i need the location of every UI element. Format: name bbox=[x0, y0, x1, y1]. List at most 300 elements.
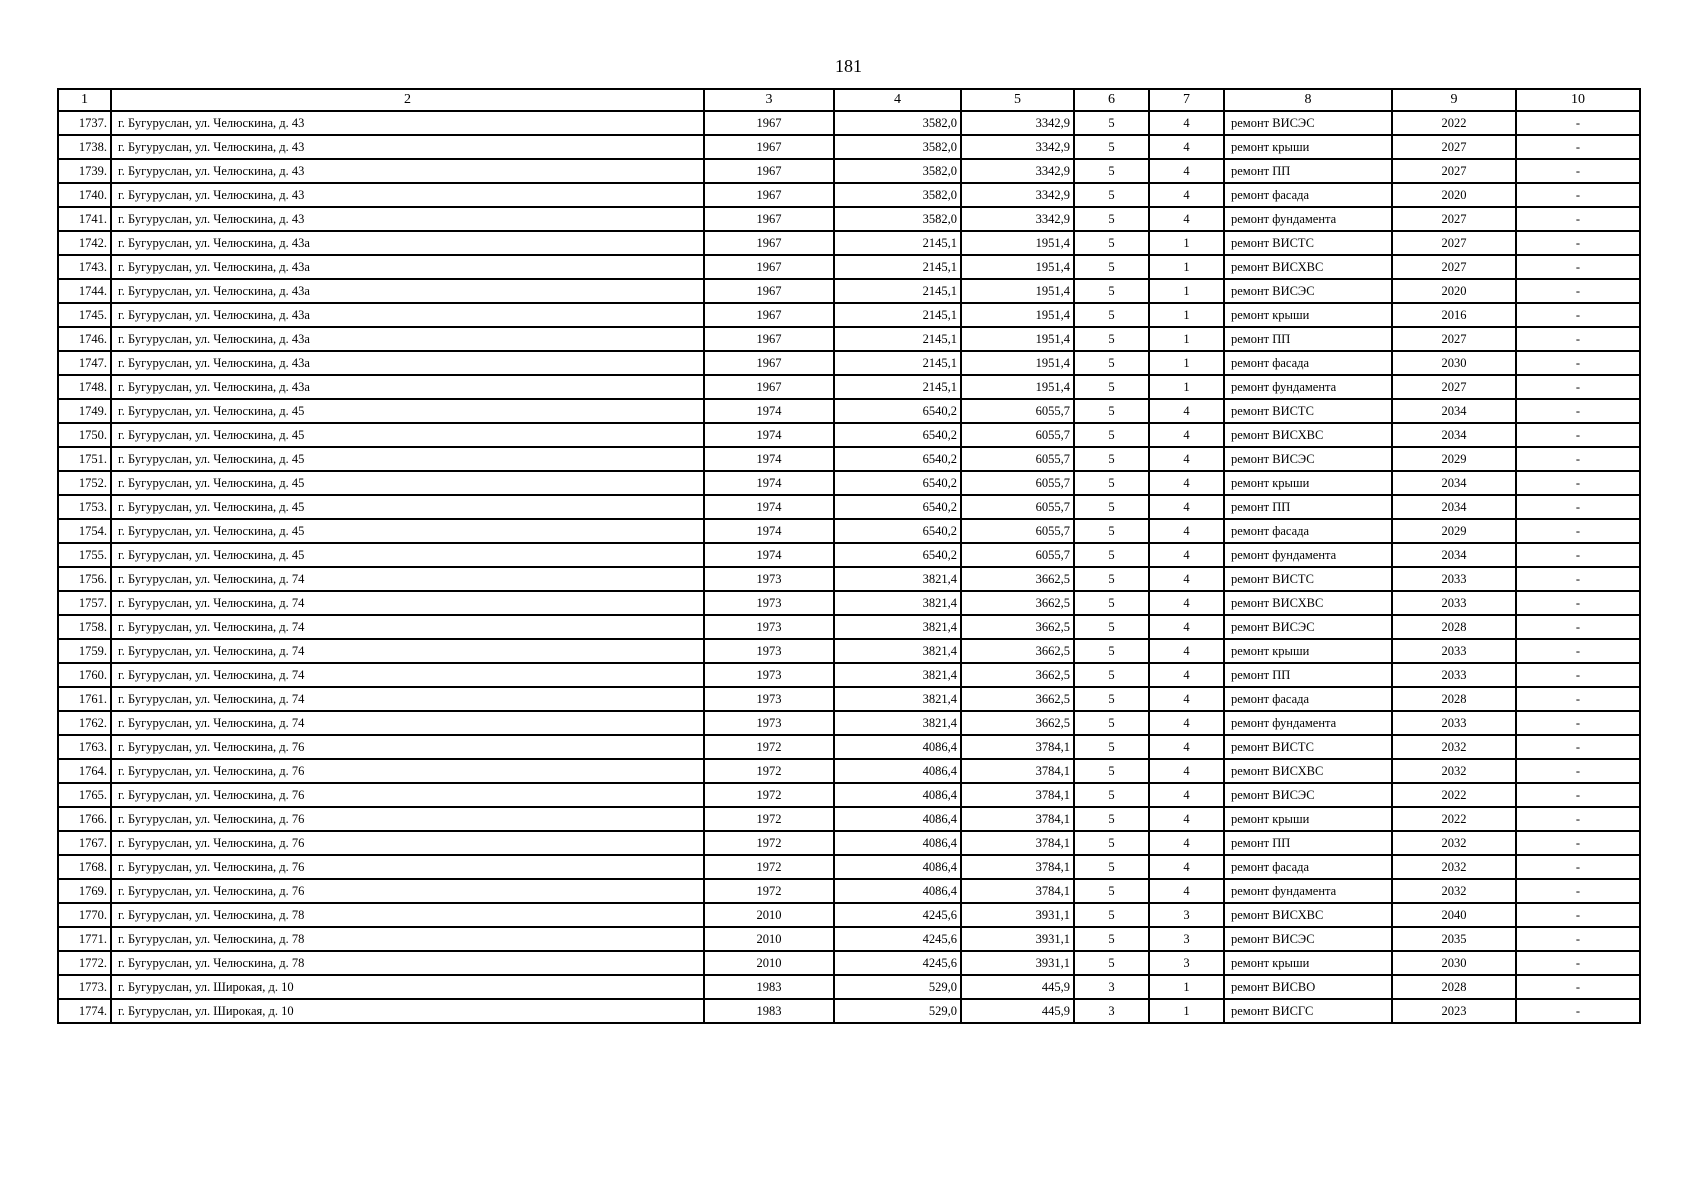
cell-work-type: ремонт ВИСВО bbox=[1224, 975, 1392, 999]
table-row bbox=[58, 999, 1640, 1023]
cell-total-area: 4086,4 bbox=[834, 759, 961, 783]
cell-living-area: 3784,1 bbox=[961, 783, 1074, 807]
cell-address: г. Бугуруслан, ул. Челюскина, д. 76 bbox=[111, 879, 704, 903]
cell-row-number: 1759. bbox=[58, 639, 111, 663]
cell-work-type: ремонт ВИСЭС bbox=[1224, 279, 1392, 303]
cell-plan-year: 2032 bbox=[1392, 879, 1516, 903]
cell-floors: 5 bbox=[1074, 591, 1149, 615]
cell-floors: 5 bbox=[1074, 303, 1149, 327]
cell-note: - bbox=[1516, 255, 1640, 279]
cell-work-type: ремонт фасада bbox=[1224, 351, 1392, 375]
cell-living-area: 1951,4 bbox=[961, 231, 1074, 255]
cell-year-built: 1974 bbox=[704, 447, 834, 471]
cell-work-type: ремонт фасада bbox=[1224, 855, 1392, 879]
cell-total-area: 6540,2 bbox=[834, 471, 961, 495]
cell-year-built: 2010 bbox=[704, 951, 834, 975]
cell-living-area: 3662,5 bbox=[961, 687, 1074, 711]
cell-address: г. Бугуруслан, ул. Челюскина, д. 43а bbox=[111, 351, 704, 375]
cell-address: г. Бугуруслан, ул. Челюскина, д. 74 bbox=[111, 567, 704, 591]
cell-plan-year: 2022 bbox=[1392, 111, 1516, 135]
cell-total-area: 3821,4 bbox=[834, 639, 961, 663]
cell-plan-year: 2029 bbox=[1392, 447, 1516, 471]
cell-work-type: ремонт фасада bbox=[1224, 687, 1392, 711]
cell-note: - bbox=[1516, 543, 1640, 567]
cell-floors: 5 bbox=[1074, 807, 1149, 831]
table-row bbox=[58, 159, 1640, 183]
cell-work-type: ремонт ВИСТС bbox=[1224, 399, 1392, 423]
table-row bbox=[58, 831, 1640, 855]
cell-note: - bbox=[1516, 951, 1640, 975]
cell-year-built: 1967 bbox=[704, 183, 834, 207]
cell-living-area: 3784,1 bbox=[961, 759, 1074, 783]
cell-work-type: ремонт фундамента bbox=[1224, 375, 1392, 399]
cell-note: - bbox=[1516, 879, 1640, 903]
cell-year-built: 1973 bbox=[704, 591, 834, 615]
cell-year-built: 1973 bbox=[704, 567, 834, 591]
cell-work-type: ремонт ВИСХВС bbox=[1224, 255, 1392, 279]
cell-plan-year: 2027 bbox=[1392, 255, 1516, 279]
cell-plan-year: 2027 bbox=[1392, 135, 1516, 159]
cell-address: г. Бугуруслан, ул. Челюскина, д. 74 bbox=[111, 687, 704, 711]
table-row bbox=[58, 591, 1640, 615]
cell-note: - bbox=[1516, 207, 1640, 231]
cell-entrances: 4 bbox=[1149, 135, 1224, 159]
cell-address: г. Бугуруслан, ул. Челюскина, д. 74 bbox=[111, 663, 704, 687]
cell-living-area: 3784,1 bbox=[961, 831, 1074, 855]
cell-note: - bbox=[1516, 639, 1640, 663]
cell-year-built: 1974 bbox=[704, 543, 834, 567]
cell-plan-year: 2033 bbox=[1392, 711, 1516, 735]
cell-year-built: 1967 bbox=[704, 111, 834, 135]
cell-note: - bbox=[1516, 447, 1640, 471]
cell-year-built: 1983 bbox=[704, 975, 834, 999]
cell-work-type: ремонт ВИСЭС bbox=[1224, 615, 1392, 639]
cell-living-area: 3662,5 bbox=[961, 711, 1074, 735]
cell-address: г. Бугуруслан, ул. Челюскина, д. 43 bbox=[111, 135, 704, 159]
cell-note: - bbox=[1516, 591, 1640, 615]
cell-living-area: 3784,1 bbox=[961, 879, 1074, 903]
cell-row-number: 1747. bbox=[58, 351, 111, 375]
column-header-2: 2 bbox=[111, 89, 704, 111]
cell-plan-year: 2020 bbox=[1392, 183, 1516, 207]
cell-year-built: 1972 bbox=[704, 831, 834, 855]
cell-total-area: 3821,4 bbox=[834, 615, 961, 639]
cell-work-type: ремонт ВИСТС bbox=[1224, 231, 1392, 255]
cell-total-area: 4086,4 bbox=[834, 807, 961, 831]
cell-plan-year: 2040 bbox=[1392, 903, 1516, 927]
cell-address: г. Бугуруслан, ул. Челюскина, д. 43а bbox=[111, 231, 704, 255]
cell-year-built: 1972 bbox=[704, 759, 834, 783]
cell-work-type: ремонт крыши bbox=[1224, 639, 1392, 663]
cell-total-area: 3821,4 bbox=[834, 711, 961, 735]
cell-year-built: 2010 bbox=[704, 903, 834, 927]
cell-total-area: 4086,4 bbox=[834, 831, 961, 855]
table-row bbox=[58, 495, 1640, 519]
cell-address: г. Бугуруслан, ул. Челюскина, д. 78 bbox=[111, 951, 704, 975]
cell-total-area: 3821,4 bbox=[834, 687, 961, 711]
cell-living-area: 1951,4 bbox=[961, 303, 1074, 327]
cell-total-area: 2145,1 bbox=[834, 375, 961, 399]
cell-living-area: 3662,5 bbox=[961, 639, 1074, 663]
cell-year-built: 1973 bbox=[704, 663, 834, 687]
cell-address: г. Бугуруслан, ул. Челюскина, д. 76 bbox=[111, 759, 704, 783]
cell-entrances: 1 bbox=[1149, 231, 1224, 255]
cell-row-number: 1755. bbox=[58, 543, 111, 567]
cell-living-area: 445,9 bbox=[961, 975, 1074, 999]
cell-floors: 5 bbox=[1074, 711, 1149, 735]
cell-total-area: 4086,4 bbox=[834, 735, 961, 759]
cell-note: - bbox=[1516, 807, 1640, 831]
cell-entrances: 4 bbox=[1149, 855, 1224, 879]
cell-total-area: 4245,6 bbox=[834, 903, 961, 927]
table-row bbox=[58, 231, 1640, 255]
cell-work-type: ремонт крыши bbox=[1224, 807, 1392, 831]
column-header-7: 7 bbox=[1149, 89, 1224, 111]
cell-address: г. Бугуруслан, ул. Челюскина, д. 78 bbox=[111, 903, 704, 927]
cell-year-built: 1974 bbox=[704, 423, 834, 447]
cell-plan-year: 2027 bbox=[1392, 159, 1516, 183]
cell-floors: 5 bbox=[1074, 111, 1149, 135]
table-row bbox=[58, 111, 1640, 135]
cell-plan-year: 2032 bbox=[1392, 831, 1516, 855]
cell-total-area: 3821,4 bbox=[834, 591, 961, 615]
column-header-10: 10 bbox=[1516, 89, 1640, 111]
table-row bbox=[58, 807, 1640, 831]
cell-address: г. Бугуруслан, ул. Челюскина, д. 78 bbox=[111, 927, 704, 951]
cell-address: г. Бугуруслан, ул. Челюскина, д. 43а bbox=[111, 279, 704, 303]
cell-floors: 5 bbox=[1074, 183, 1149, 207]
cell-year-built: 1974 bbox=[704, 519, 834, 543]
cell-row-number: 1756. bbox=[58, 567, 111, 591]
cell-floors: 5 bbox=[1074, 663, 1149, 687]
cell-row-number: 1753. bbox=[58, 495, 111, 519]
cell-address: г. Бугуруслан, ул. Челюскина, д. 45 bbox=[111, 399, 704, 423]
cell-address: г. Бугуруслан, ул. Челюскина, д. 43а bbox=[111, 255, 704, 279]
cell-work-type: ремонт ВИСТС bbox=[1224, 735, 1392, 759]
cell-entrances: 4 bbox=[1149, 543, 1224, 567]
cell-total-area: 4086,4 bbox=[834, 855, 961, 879]
cell-total-area: 2145,1 bbox=[834, 327, 961, 351]
cell-year-built: 1967 bbox=[704, 351, 834, 375]
cell-living-area: 1951,4 bbox=[961, 327, 1074, 351]
cell-total-area: 3582,0 bbox=[834, 183, 961, 207]
table-row bbox=[58, 855, 1640, 879]
cell-living-area: 3784,1 bbox=[961, 855, 1074, 879]
repair-schedule-table bbox=[57, 88, 1641, 1024]
cell-work-type: ремонт ПП bbox=[1224, 495, 1392, 519]
cell-year-built: 1967 bbox=[704, 375, 834, 399]
cell-note: - bbox=[1516, 903, 1640, 927]
table-row bbox=[58, 255, 1640, 279]
cell-floors: 5 bbox=[1074, 351, 1149, 375]
cell-note: - bbox=[1516, 279, 1640, 303]
table-row bbox=[58, 687, 1640, 711]
cell-entrances: 4 bbox=[1149, 783, 1224, 807]
table-row bbox=[58, 927, 1640, 951]
cell-note: - bbox=[1516, 759, 1640, 783]
cell-living-area: 1951,4 bbox=[961, 351, 1074, 375]
table-row bbox=[58, 879, 1640, 903]
cell-floors: 5 bbox=[1074, 879, 1149, 903]
cell-total-area: 2145,1 bbox=[834, 255, 961, 279]
cell-row-number: 1763. bbox=[58, 735, 111, 759]
table-row bbox=[58, 519, 1640, 543]
table-row bbox=[58, 759, 1640, 783]
cell-entrances: 1 bbox=[1149, 303, 1224, 327]
table-row bbox=[58, 735, 1640, 759]
cell-floors: 3 bbox=[1074, 999, 1149, 1023]
cell-note: - bbox=[1516, 495, 1640, 519]
cell-entrances: 4 bbox=[1149, 807, 1224, 831]
cell-floors: 5 bbox=[1074, 495, 1149, 519]
cell-plan-year: 2027 bbox=[1392, 231, 1516, 255]
cell-entrances: 4 bbox=[1149, 159, 1224, 183]
cell-entrances: 4 bbox=[1149, 495, 1224, 519]
cell-row-number: 1746. bbox=[58, 327, 111, 351]
cell-note: - bbox=[1516, 135, 1640, 159]
cell-total-area: 2145,1 bbox=[834, 303, 961, 327]
cell-plan-year: 2028 bbox=[1392, 615, 1516, 639]
cell-entrances: 4 bbox=[1149, 447, 1224, 471]
cell-living-area: 6055,7 bbox=[961, 519, 1074, 543]
cell-note: - bbox=[1516, 303, 1640, 327]
cell-floors: 5 bbox=[1074, 831, 1149, 855]
cell-row-number: 1748. bbox=[58, 375, 111, 399]
cell-floors: 5 bbox=[1074, 447, 1149, 471]
cell-work-type: ремонт крыши bbox=[1224, 135, 1392, 159]
cell-row-number: 1737. bbox=[58, 111, 111, 135]
cell-note: - bbox=[1516, 327, 1640, 351]
cell-plan-year: 2027 bbox=[1392, 207, 1516, 231]
cell-year-built: 1967 bbox=[704, 231, 834, 255]
table-row bbox=[58, 183, 1640, 207]
cell-work-type: ремонт ВИСХВС bbox=[1224, 759, 1392, 783]
cell-floors: 5 bbox=[1074, 951, 1149, 975]
table-row bbox=[58, 279, 1640, 303]
cell-work-type: ремонт крыши bbox=[1224, 471, 1392, 495]
cell-year-built: 1967 bbox=[704, 159, 834, 183]
cell-address: г. Бугуруслан, ул. Челюскина, д. 43 bbox=[111, 207, 704, 231]
cell-total-area: 6540,2 bbox=[834, 447, 961, 471]
cell-work-type: ремонт ВИСЭС bbox=[1224, 111, 1392, 135]
cell-total-area: 2145,1 bbox=[834, 351, 961, 375]
cell-work-type: ремонт ПП bbox=[1224, 159, 1392, 183]
cell-row-number: 1740. bbox=[58, 183, 111, 207]
cell-plan-year: 2032 bbox=[1392, 735, 1516, 759]
cell-work-type: ремонт ВИСТС bbox=[1224, 567, 1392, 591]
cell-work-type: ремонт ВИСХВС bbox=[1224, 903, 1392, 927]
cell-total-area: 6540,2 bbox=[834, 423, 961, 447]
cell-floors: 5 bbox=[1074, 207, 1149, 231]
cell-work-type: ремонт ВИСЭС bbox=[1224, 927, 1392, 951]
cell-year-built: 1972 bbox=[704, 735, 834, 759]
cell-total-area: 3582,0 bbox=[834, 111, 961, 135]
cell-entrances: 3 bbox=[1149, 927, 1224, 951]
cell-total-area: 4245,6 bbox=[834, 951, 961, 975]
cell-plan-year: 2034 bbox=[1392, 495, 1516, 519]
cell-year-built: 1973 bbox=[704, 639, 834, 663]
cell-plan-year: 2020 bbox=[1392, 279, 1516, 303]
cell-living-area: 3342,9 bbox=[961, 135, 1074, 159]
cell-note: - bbox=[1516, 711, 1640, 735]
cell-living-area: 6055,7 bbox=[961, 543, 1074, 567]
cell-living-area: 3342,9 bbox=[961, 207, 1074, 231]
cell-work-type: ремонт ПП bbox=[1224, 663, 1392, 687]
column-header-5: 5 bbox=[961, 89, 1074, 111]
cell-address: г. Бугуруслан, ул. Челюскина, д. 45 bbox=[111, 447, 704, 471]
cell-plan-year: 2030 bbox=[1392, 351, 1516, 375]
cell-living-area: 3342,9 bbox=[961, 183, 1074, 207]
cell-floors: 5 bbox=[1074, 159, 1149, 183]
cell-floors: 3 bbox=[1074, 975, 1149, 999]
cell-living-area: 3662,5 bbox=[961, 615, 1074, 639]
cell-note: - bbox=[1516, 975, 1640, 999]
cell-total-area: 4086,4 bbox=[834, 879, 961, 903]
cell-entrances: 1 bbox=[1149, 999, 1224, 1023]
cell-work-type: ремонт фундамента bbox=[1224, 543, 1392, 567]
cell-row-number: 1760. bbox=[58, 663, 111, 687]
cell-total-area: 6540,2 bbox=[834, 519, 961, 543]
cell-living-area: 3662,5 bbox=[961, 591, 1074, 615]
cell-total-area: 3582,0 bbox=[834, 135, 961, 159]
cell-row-number: 1742. bbox=[58, 231, 111, 255]
cell-floors: 5 bbox=[1074, 783, 1149, 807]
cell-floors: 5 bbox=[1074, 423, 1149, 447]
cell-plan-year: 2030 bbox=[1392, 951, 1516, 975]
cell-address: г. Бугуруслан, ул. Челюскина, д. 45 bbox=[111, 423, 704, 447]
table-row bbox=[58, 783, 1640, 807]
cell-plan-year: 2034 bbox=[1392, 543, 1516, 567]
cell-address: г. Бугуруслан, ул. Челюскина, д. 45 bbox=[111, 543, 704, 567]
cell-row-number: 1767. bbox=[58, 831, 111, 855]
cell-floors: 5 bbox=[1074, 255, 1149, 279]
cell-row-number: 1774. bbox=[58, 999, 111, 1023]
table-row bbox=[58, 543, 1640, 567]
cell-row-number: 1764. bbox=[58, 759, 111, 783]
cell-living-area: 6055,7 bbox=[961, 423, 1074, 447]
cell-address: г. Бугуруслан, ул. Челюскина, д. 74 bbox=[111, 711, 704, 735]
cell-address: г. Бугуруслан, ул. Челюскина, д. 76 bbox=[111, 735, 704, 759]
cell-entrances: 4 bbox=[1149, 591, 1224, 615]
cell-year-built: 1967 bbox=[704, 207, 834, 231]
cell-entrances: 4 bbox=[1149, 111, 1224, 135]
cell-living-area: 3342,9 bbox=[961, 159, 1074, 183]
cell-total-area: 3582,0 bbox=[834, 159, 961, 183]
cell-living-area: 445,9 bbox=[961, 999, 1074, 1023]
cell-entrances: 4 bbox=[1149, 663, 1224, 687]
cell-total-area: 4245,6 bbox=[834, 927, 961, 951]
cell-row-number: 1758. bbox=[58, 615, 111, 639]
cell-row-number: 1769. bbox=[58, 879, 111, 903]
cell-note: - bbox=[1516, 783, 1640, 807]
cell-address: г. Бугуруслан, ул. Челюскина, д. 43а bbox=[111, 375, 704, 399]
cell-floors: 5 bbox=[1074, 927, 1149, 951]
cell-entrances: 4 bbox=[1149, 399, 1224, 423]
cell-floors: 5 bbox=[1074, 855, 1149, 879]
cell-note: - bbox=[1516, 855, 1640, 879]
column-header-1: 1 bbox=[58, 89, 111, 111]
cell-work-type: ремонт ПП bbox=[1224, 327, 1392, 351]
cell-entrances: 4 bbox=[1149, 879, 1224, 903]
cell-year-built: 1967 bbox=[704, 135, 834, 159]
cell-address: г. Бугуруслан, ул. Челюскина, д. 43а bbox=[111, 303, 704, 327]
cell-plan-year: 2032 bbox=[1392, 759, 1516, 783]
cell-plan-year: 2032 bbox=[1392, 855, 1516, 879]
cell-entrances: 1 bbox=[1149, 375, 1224, 399]
cell-total-area: 6540,2 bbox=[834, 543, 961, 567]
cell-row-number: 1739. bbox=[58, 159, 111, 183]
cell-address: г. Бугуруслан, ул. Челюскина, д. 74 bbox=[111, 615, 704, 639]
cell-address: г. Бугуруслан, ул. Челюскина, д. 76 bbox=[111, 783, 704, 807]
cell-work-type: ремонт ВИСЭС bbox=[1224, 783, 1392, 807]
cell-address: г. Бугуруслан, ул. Челюскина, д. 45 bbox=[111, 471, 704, 495]
cell-row-number: 1751. bbox=[58, 447, 111, 471]
cell-plan-year: 2028 bbox=[1392, 975, 1516, 999]
cell-plan-year: 2027 bbox=[1392, 375, 1516, 399]
cell-address: г. Бугуруслан, ул. Широкая, д. 10 bbox=[111, 975, 704, 999]
cell-total-area: 6540,2 bbox=[834, 495, 961, 519]
table-row bbox=[58, 447, 1640, 471]
cell-living-area: 1951,4 bbox=[961, 279, 1074, 303]
cell-address: г. Бугуруслан, ул. Челюскина, д. 43 bbox=[111, 111, 704, 135]
cell-plan-year: 2033 bbox=[1392, 639, 1516, 663]
cell-row-number: 1773. bbox=[58, 975, 111, 999]
cell-work-type: ремонт крыши bbox=[1224, 303, 1392, 327]
cell-entrances: 4 bbox=[1149, 519, 1224, 543]
cell-entrances: 3 bbox=[1149, 951, 1224, 975]
cell-address: г. Бугуруслан, ул. Челюскина, д. 43 bbox=[111, 159, 704, 183]
cell-row-number: 1761. bbox=[58, 687, 111, 711]
cell-row-number: 1768. bbox=[58, 855, 111, 879]
cell-total-area: 2145,1 bbox=[834, 231, 961, 255]
cell-year-built: 1967 bbox=[704, 327, 834, 351]
cell-living-area: 3931,1 bbox=[961, 951, 1074, 975]
cell-year-built: 1983 bbox=[704, 999, 834, 1023]
table-row bbox=[58, 423, 1640, 447]
cell-total-area: 2145,1 bbox=[834, 279, 961, 303]
cell-plan-year: 2034 bbox=[1392, 471, 1516, 495]
cell-total-area: 529,0 bbox=[834, 975, 961, 999]
table-row bbox=[58, 951, 1640, 975]
cell-entrances: 1 bbox=[1149, 975, 1224, 999]
cell-living-area: 3342,9 bbox=[961, 111, 1074, 135]
cell-year-built: 1973 bbox=[704, 687, 834, 711]
cell-row-number: 1770. bbox=[58, 903, 111, 927]
cell-note: - bbox=[1516, 831, 1640, 855]
cell-address: г. Бугуруслан, ул. Челюскина, д. 45 bbox=[111, 495, 704, 519]
table-row bbox=[58, 303, 1640, 327]
table-header-row bbox=[58, 89, 1640, 111]
cell-total-area: 529,0 bbox=[834, 999, 961, 1023]
cell-floors: 5 bbox=[1074, 279, 1149, 303]
cell-work-type: ремонт ВИСЭС bbox=[1224, 447, 1392, 471]
cell-floors: 5 bbox=[1074, 327, 1149, 351]
cell-total-area: 3821,4 bbox=[834, 567, 961, 591]
cell-floors: 5 bbox=[1074, 687, 1149, 711]
cell-year-built: 1973 bbox=[704, 711, 834, 735]
cell-work-type: ремонт ВИСХВС bbox=[1224, 423, 1392, 447]
cell-total-area: 3821,4 bbox=[834, 663, 961, 687]
cell-plan-year: 2029 bbox=[1392, 519, 1516, 543]
cell-entrances: 1 bbox=[1149, 327, 1224, 351]
cell-plan-year: 2034 bbox=[1392, 423, 1516, 447]
cell-work-type: ремонт фасада bbox=[1224, 519, 1392, 543]
cell-living-area: 6055,7 bbox=[961, 447, 1074, 471]
cell-row-number: 1749. bbox=[58, 399, 111, 423]
cell-plan-year: 2028 bbox=[1392, 687, 1516, 711]
cell-entrances: 4 bbox=[1149, 639, 1224, 663]
cell-living-area: 6055,7 bbox=[961, 495, 1074, 519]
